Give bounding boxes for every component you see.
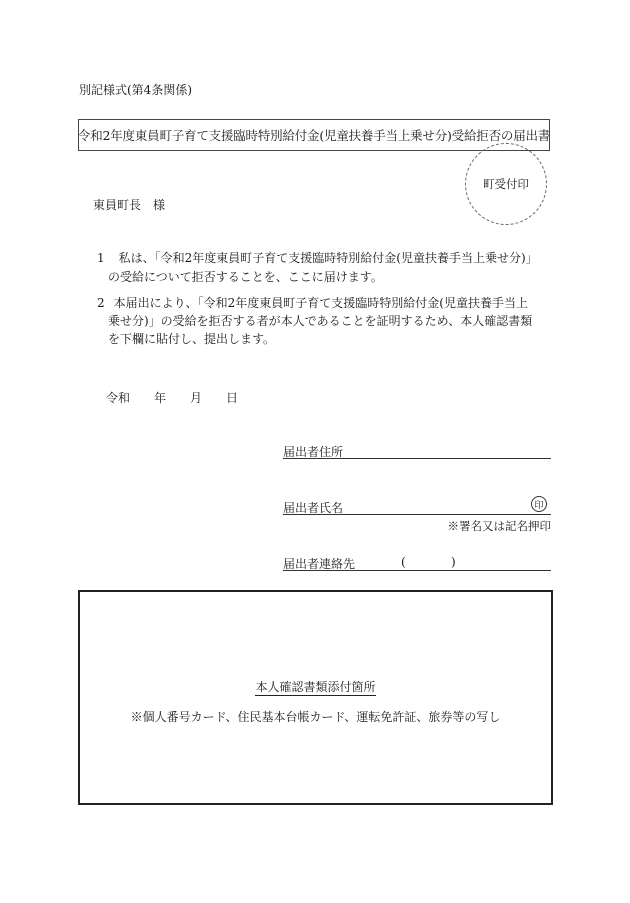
- contact-paren-open: (: [401, 555, 406, 569]
- paragraph-1-number: 1: [97, 251, 105, 265]
- form-label: 別記様式(第4条関係): [79, 83, 192, 97]
- date-year: 年: [154, 391, 167, 405]
- attachment-title-text: 本人確認書類添付箇所: [255, 680, 376, 694]
- name-label: 届出者氏名: [283, 501, 344, 515]
- signature-note: ※署名又は記名押印: [447, 519, 551, 533]
- seal-mark-icon: 印: [531, 496, 547, 512]
- paragraph-1-text-1: 私は、「令和2年度東員町子育て支援臨時特別給付金(児童扶養手当上乗せ分)」: [118, 251, 538, 265]
- paragraph-2-number: 2: [97, 296, 105, 310]
- date-month: 月: [190, 391, 203, 405]
- date-era: 令和: [106, 391, 131, 405]
- contact-label: 届出者連絡先: [283, 557, 356, 571]
- paragraph-2-line-1: [97, 297, 528, 309]
- addressee: 東員町長 様: [93, 198, 166, 212]
- id-document-attachment-area: [78, 590, 553, 805]
- paragraph-2-text-1: 本届出により、「令和2年度東員町子育て支援臨時特別給付金(児童扶養手当上: [113, 296, 528, 310]
- address-field[interactable]: [283, 443, 551, 459]
- date-line: [106, 389, 238, 406]
- form-title: [78, 119, 550, 151]
- reception-stamp-label: 町受付印: [483, 177, 529, 191]
- attachment-title: [80, 678, 551, 695]
- date-day: 日: [226, 391, 239, 405]
- paragraph-1-line-2: の受給について拒否することを、ここに届けます。: [108, 270, 383, 284]
- attachment-note: ※個人番号カード、住民基本台帳カード、運転免許証、旅券等の写し: [130, 710, 501, 724]
- contact-field[interactable]: [283, 555, 551, 571]
- form-title-text: 令和2年度東員町子育て支援臨時特別給付金(児童扶養手当上乗せ分)受給拒否の届出書: [77, 128, 551, 143]
- reception-stamp-circle: [465, 143, 547, 225]
- address-label: 届出者住所: [283, 445, 344, 459]
- paragraph-1-line-1: [97, 252, 538, 264]
- paragraph-2-line-3: を下欄に貼付し、提出します。: [108, 332, 276, 346]
- name-field[interactable]: [283, 499, 551, 515]
- paragraph-2-line-2: 乗せ分)」の受給を拒否する者が本人であることを証明するため、本人確認書類: [108, 314, 533, 328]
- contact-paren-close: ): [451, 555, 456, 569]
